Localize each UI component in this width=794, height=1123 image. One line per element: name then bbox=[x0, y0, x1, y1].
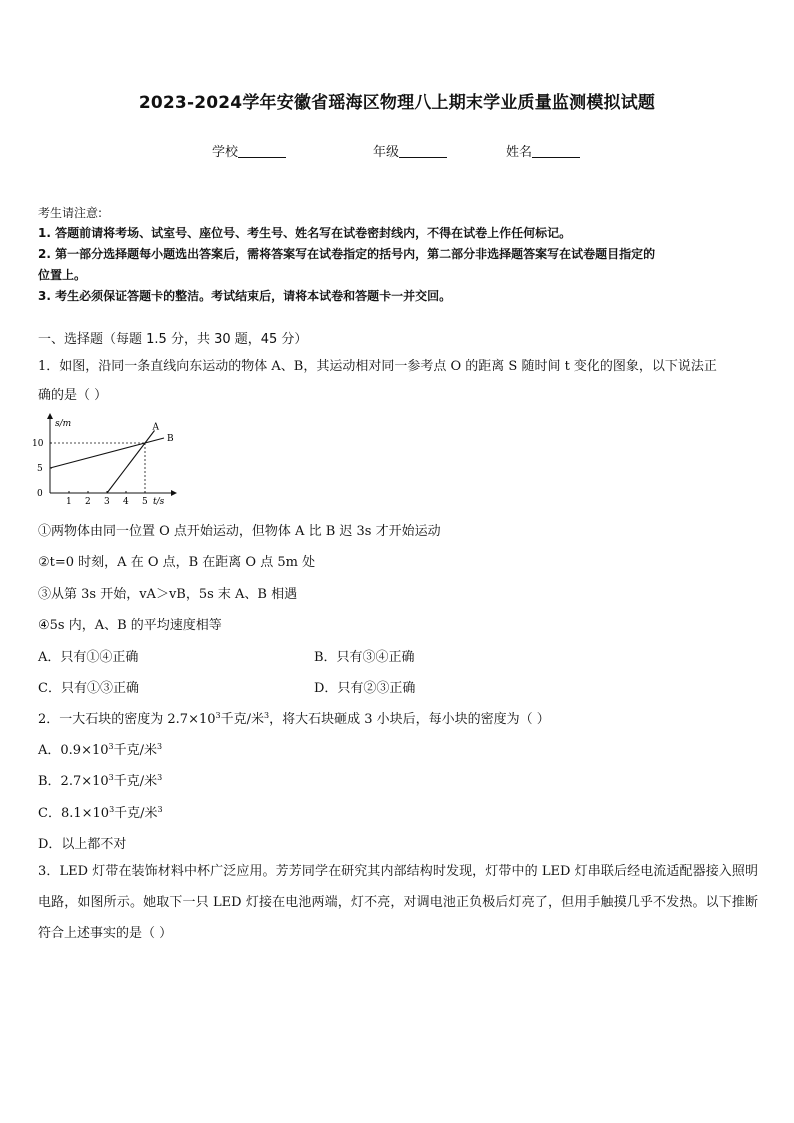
q1-statement: ①两物体由同一位置 O 点开始运动，但物体 A 比 B 迟 3s 才开始运动 bbox=[38, 524, 441, 539]
school-blank bbox=[238, 145, 286, 158]
q2-option-a[interactable]: A．$0.9\times 10^3$千克/米$^3$ bbox=[38, 742, 163, 758]
notice-item: 2. 第一部分选择题每小题选出答案后，需将答案写在试卷指定的括号内，第二部分非选择题答案写在试卷题目指定的 bbox=[38, 247, 656, 261]
x-tick-label: 2 bbox=[85, 497, 91, 507]
q1-option-c[interactable]: C．只有①③正确 bbox=[38, 681, 139, 696]
notice-item: 3. 考生必须保证答题卡的整洁。考试结束后，请将本试卷和答题卡一并交回。 bbox=[38, 289, 452, 303]
y-tick-label: 0 bbox=[37, 489, 43, 499]
x-tick-label: 4 bbox=[123, 497, 129, 507]
grade-field bbox=[373, 141, 447, 160]
q1-statement: ③从第 3s 开始，vA＞vB，5s 末 A、B 相遇 bbox=[38, 587, 298, 602]
q2-option-c[interactable]: C．$8.1\times 10^3$千克/米$^3$ bbox=[38, 805, 163, 821]
q1-graph bbox=[30, 412, 200, 508]
q2-option-d[interactable]: D．以上都不对 bbox=[38, 837, 127, 852]
q1-option-a[interactable]: A．只有①④正确 bbox=[38, 650, 139, 665]
q1-statement: ②t=0 时刻，A 在 O 点，B 在距离 O 点 5m 处 bbox=[38, 555, 316, 570]
x-tick-label: 5 bbox=[142, 497, 148, 507]
name-label: 姓名 bbox=[506, 145, 533, 160]
grade-label: 年级 bbox=[373, 145, 400, 160]
q1-option-b[interactable]: B．只有③④正确 bbox=[314, 650, 415, 665]
series-label-a: A bbox=[152, 422, 159, 433]
school-label: 学校 bbox=[212, 145, 239, 160]
name-field bbox=[506, 141, 580, 160]
series-line-a bbox=[107, 431, 155, 494]
section-title: 一、选择题（每题 1.5 分，共 30 题，45 分） bbox=[38, 332, 308, 347]
series-label-b: B bbox=[167, 434, 174, 444]
exam-title: 2023-2024学年安徽省瑶海区物理八上期末学业质量监测模拟试题 bbox=[138, 93, 656, 113]
y-tick-label: 5 bbox=[37, 464, 43, 474]
school-field bbox=[212, 141, 286, 160]
y-tick-label: 10 bbox=[32, 439, 44, 449]
q1-stem-line1: 1．如图，沿同一条直线向东运动的物体 A、B，其运动相对同一参考点 O 的距离 S 随时间 t 变化的图象，以下说法正 bbox=[38, 359, 717, 374]
grade-blank bbox=[399, 145, 447, 158]
q1-statement: ④5s 内，A、B 的平均速度相等 bbox=[38, 618, 222, 633]
q1-option-d[interactable]: D．只有②③正确 bbox=[314, 681, 416, 696]
name-blank bbox=[532, 145, 580, 158]
q3-stem: 3．LED 灯带在装饰材料中杯广泛应用。芳芳同学在研究其内部结构时发现，灯带中的 LED 灯串联后经电流适配器接入照明电路，如图所示。她取下一只 LED 灯接在电池两端，灯不亮，对调电池正负极后灯亮了，但用手触摸几乎不发热。以下推断符合上述事实的是（ ） bbox=[38, 864, 758, 941]
notice-heading: 考生请注意: bbox=[38, 206, 103, 220]
series-line-b bbox=[50, 438, 164, 468]
x-axis-label: t/s bbox=[153, 497, 165, 507]
q2-stem: 2．一大石块的密度为 $2.7\times 10^3$千克/米$^3$，将大石块砸成 3 小块后，每小块的密度为（ ） bbox=[38, 711, 550, 727]
q1-stem-line2: 确的是（ ） bbox=[38, 388, 108, 403]
x-tick-label: 3 bbox=[104, 497, 110, 507]
y-axis-label: s/m bbox=[55, 419, 72, 429]
notice-item: 1. 答题前请将考场、试室号、座位号、考生号、姓名写在试卷密封线内，不得在试卷上作任何标记。 bbox=[38, 226, 572, 240]
q2-option-b[interactable]: B．$2.7\times 10^3$千克/米$^3$ bbox=[38, 773, 163, 789]
x-tick-label: 1 bbox=[66, 497, 72, 507]
notice-item: 位置上。 bbox=[38, 268, 87, 282]
